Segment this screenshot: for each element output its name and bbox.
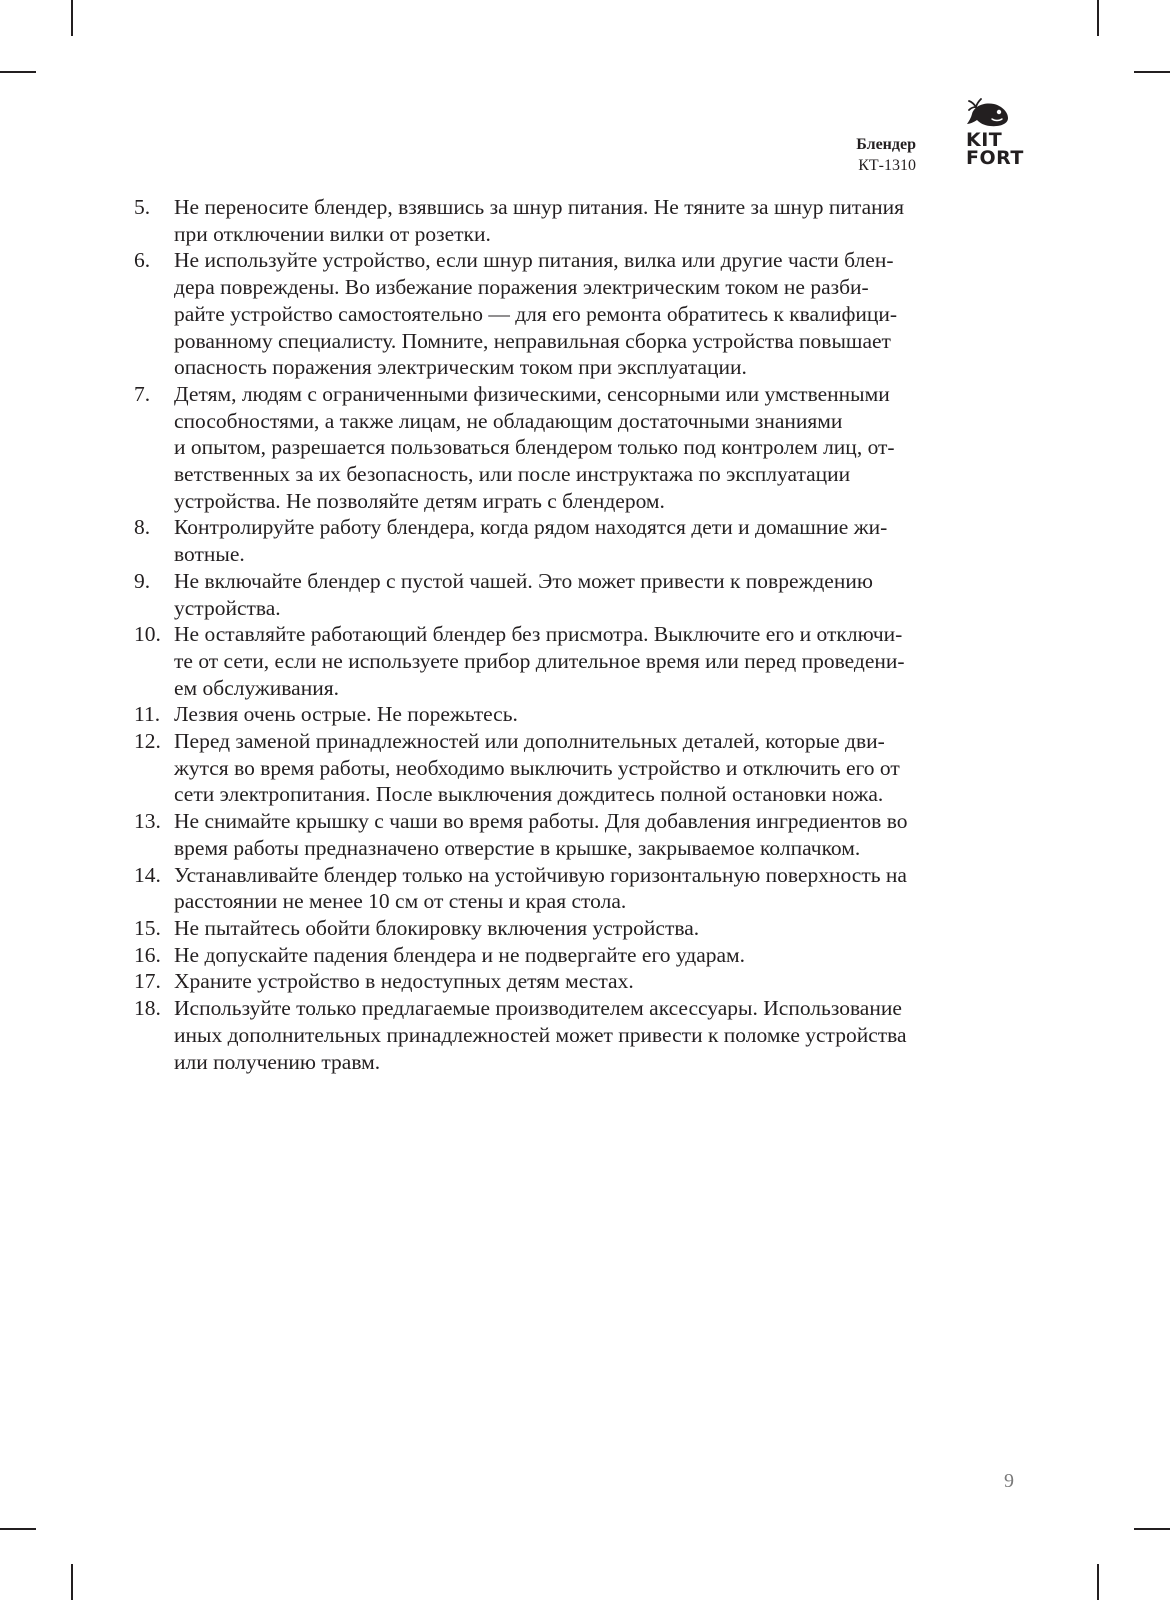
list-item bbox=[134, 514, 1014, 567]
crop-mark-bottom-right-horizontal bbox=[1134, 1528, 1170, 1530]
safety-rules-list bbox=[134, 194, 1014, 1075]
list-item-text: Не включайте блендер с пустой чашей. Это может привести к повреждению устройства. bbox=[174, 568, 873, 620]
list-item-text: Лезвия очень острые. Не порежьтесь. bbox=[174, 702, 518, 727]
list-item-text: Не пытайтесь обойти блокировку включения устройства. bbox=[174, 915, 700, 940]
list-item bbox=[134, 915, 1014, 942]
list-item-text: Не снимайте крышку с чаши во время работы. Для добавления ингредиентов во время работы предназначено отверстие в крышке, закрываемое колпачком. bbox=[174, 809, 908, 860]
list-item-number: 9. bbox=[134, 568, 151, 593]
list-item bbox=[134, 701, 1014, 728]
list-item bbox=[134, 728, 1014, 808]
list-item bbox=[134, 621, 1014, 701]
list-item-number: 13. bbox=[134, 809, 161, 834]
logo-line-1: KIT bbox=[966, 129, 1003, 151]
list-item-number: 12. bbox=[134, 729, 161, 754]
logo-wordmark bbox=[966, 131, 1024, 167]
header-product-name: Блендер bbox=[856, 136, 916, 153]
list-item bbox=[134, 194, 1014, 247]
list-item bbox=[134, 862, 1014, 915]
list-item-text: Детям, людям с ограниченными физическими, сенсорными или умственными способностями, а также лицам, не обладающим достаточными знаниями и опытом, разрешается пользоваться блендером только под контролем лиц, от- ветственных за их безопасность, или после инструктажа по эксплуатации устройства. Не позволяйте детям играть с блендером. bbox=[174, 381, 895, 513]
list-item-number: 17. bbox=[134, 969, 161, 994]
list-item-text: Храните устройство в недоступных детям местах. bbox=[174, 969, 634, 994]
list-item-text: Перед заменой принадлежностей или дополнительных деталей, которые дви- жутся во время работы, необходимо выключить устройство и отключить его от сети электропитания. После выключения дождитесь полной остановки ножа. bbox=[174, 729, 900, 807]
page-number: 9 bbox=[1004, 1470, 1014, 1492]
list-item bbox=[134, 942, 1014, 969]
list-item-number: 14. bbox=[134, 862, 161, 887]
list-item-text: Не оставляйте работающий блендер без присмотра. Выключите его и отключи- те от сети, если не используете прибор длительное время или перед проведени- ем обслуживания. bbox=[174, 622, 905, 700]
crop-mark-top-left-horizontal bbox=[0, 71, 36, 73]
list-item-number: 5. bbox=[134, 195, 151, 219]
crop-mark-bottom-left-vertical bbox=[71, 1564, 73, 1600]
list-item-text: Контролируйте работу блендера, когда рядом находятся дети и домашние жи- вотные. bbox=[174, 515, 888, 567]
header-product-info bbox=[856, 134, 916, 176]
list-item-text: Используйте только предлагаемые производителем аксессуары. Использование иных дополнительных принадлежностей может привести к поломке устройства или получению травм. bbox=[174, 996, 907, 1074]
crop-mark-bottom-left-horizontal bbox=[0, 1528, 36, 1530]
crop-mark-top-right-vertical bbox=[1097, 0, 1099, 36]
list-item-number: 15. bbox=[134, 915, 161, 940]
list-item-number: 11. bbox=[134, 702, 161, 727]
list-item-number: 10. bbox=[134, 622, 161, 647]
list-item-number: 7. bbox=[134, 381, 151, 406]
crop-mark-top-left-vertical bbox=[71, 0, 73, 36]
list-item-number: 18. bbox=[134, 996, 161, 1021]
safety-rules-section bbox=[134, 194, 1014, 1075]
list-item bbox=[134, 568, 1014, 621]
whale-icon bbox=[966, 98, 1010, 128]
list-item-text: Не переносите блендер, взявшись за шнур питания. Не тяните за шнур питания при отключении вилки от розетки. bbox=[174, 195, 905, 246]
list-item bbox=[134, 995, 1014, 1075]
list-item-text: Не допускайте падения блендера и не подвергайте его ударам. bbox=[174, 942, 746, 967]
crop-mark-bottom-right-vertical bbox=[1097, 1564, 1099, 1600]
list-item bbox=[134, 968, 1014, 995]
header-model-number: КТ-1310 bbox=[858, 157, 916, 174]
logo-line-2: FORT bbox=[966, 147, 1024, 169]
list-item-number: 16. bbox=[134, 942, 161, 967]
list-item-text: Не используйте устройство, если шнур питания, вилка или другие части блен- дера повреждены. Во избежание поражения электрическим током не разби- райте устройство самостоятельно — для его ремонта обратитесь к квалифици- рованному специалисту. Помните, неправильная сборка устройства повышает опасность поражения электрическим током при эксплуатации. bbox=[174, 248, 898, 380]
page-header bbox=[700, 98, 1024, 174]
list-item-text: Устанавливайте блендер только на устойчивую горизонтальную поверхность на расстоянии не менее 10 см от стены и края стола. bbox=[174, 862, 907, 914]
brand-logo bbox=[944, 98, 1024, 172]
list-item bbox=[134, 381, 1014, 515]
list-item-number: 8. bbox=[134, 515, 151, 540]
list-item bbox=[134, 808, 1014, 861]
list-item-number: 6. bbox=[134, 248, 151, 273]
list-item bbox=[134, 247, 1014, 381]
crop-mark-top-right-horizontal bbox=[1134, 71, 1170, 73]
